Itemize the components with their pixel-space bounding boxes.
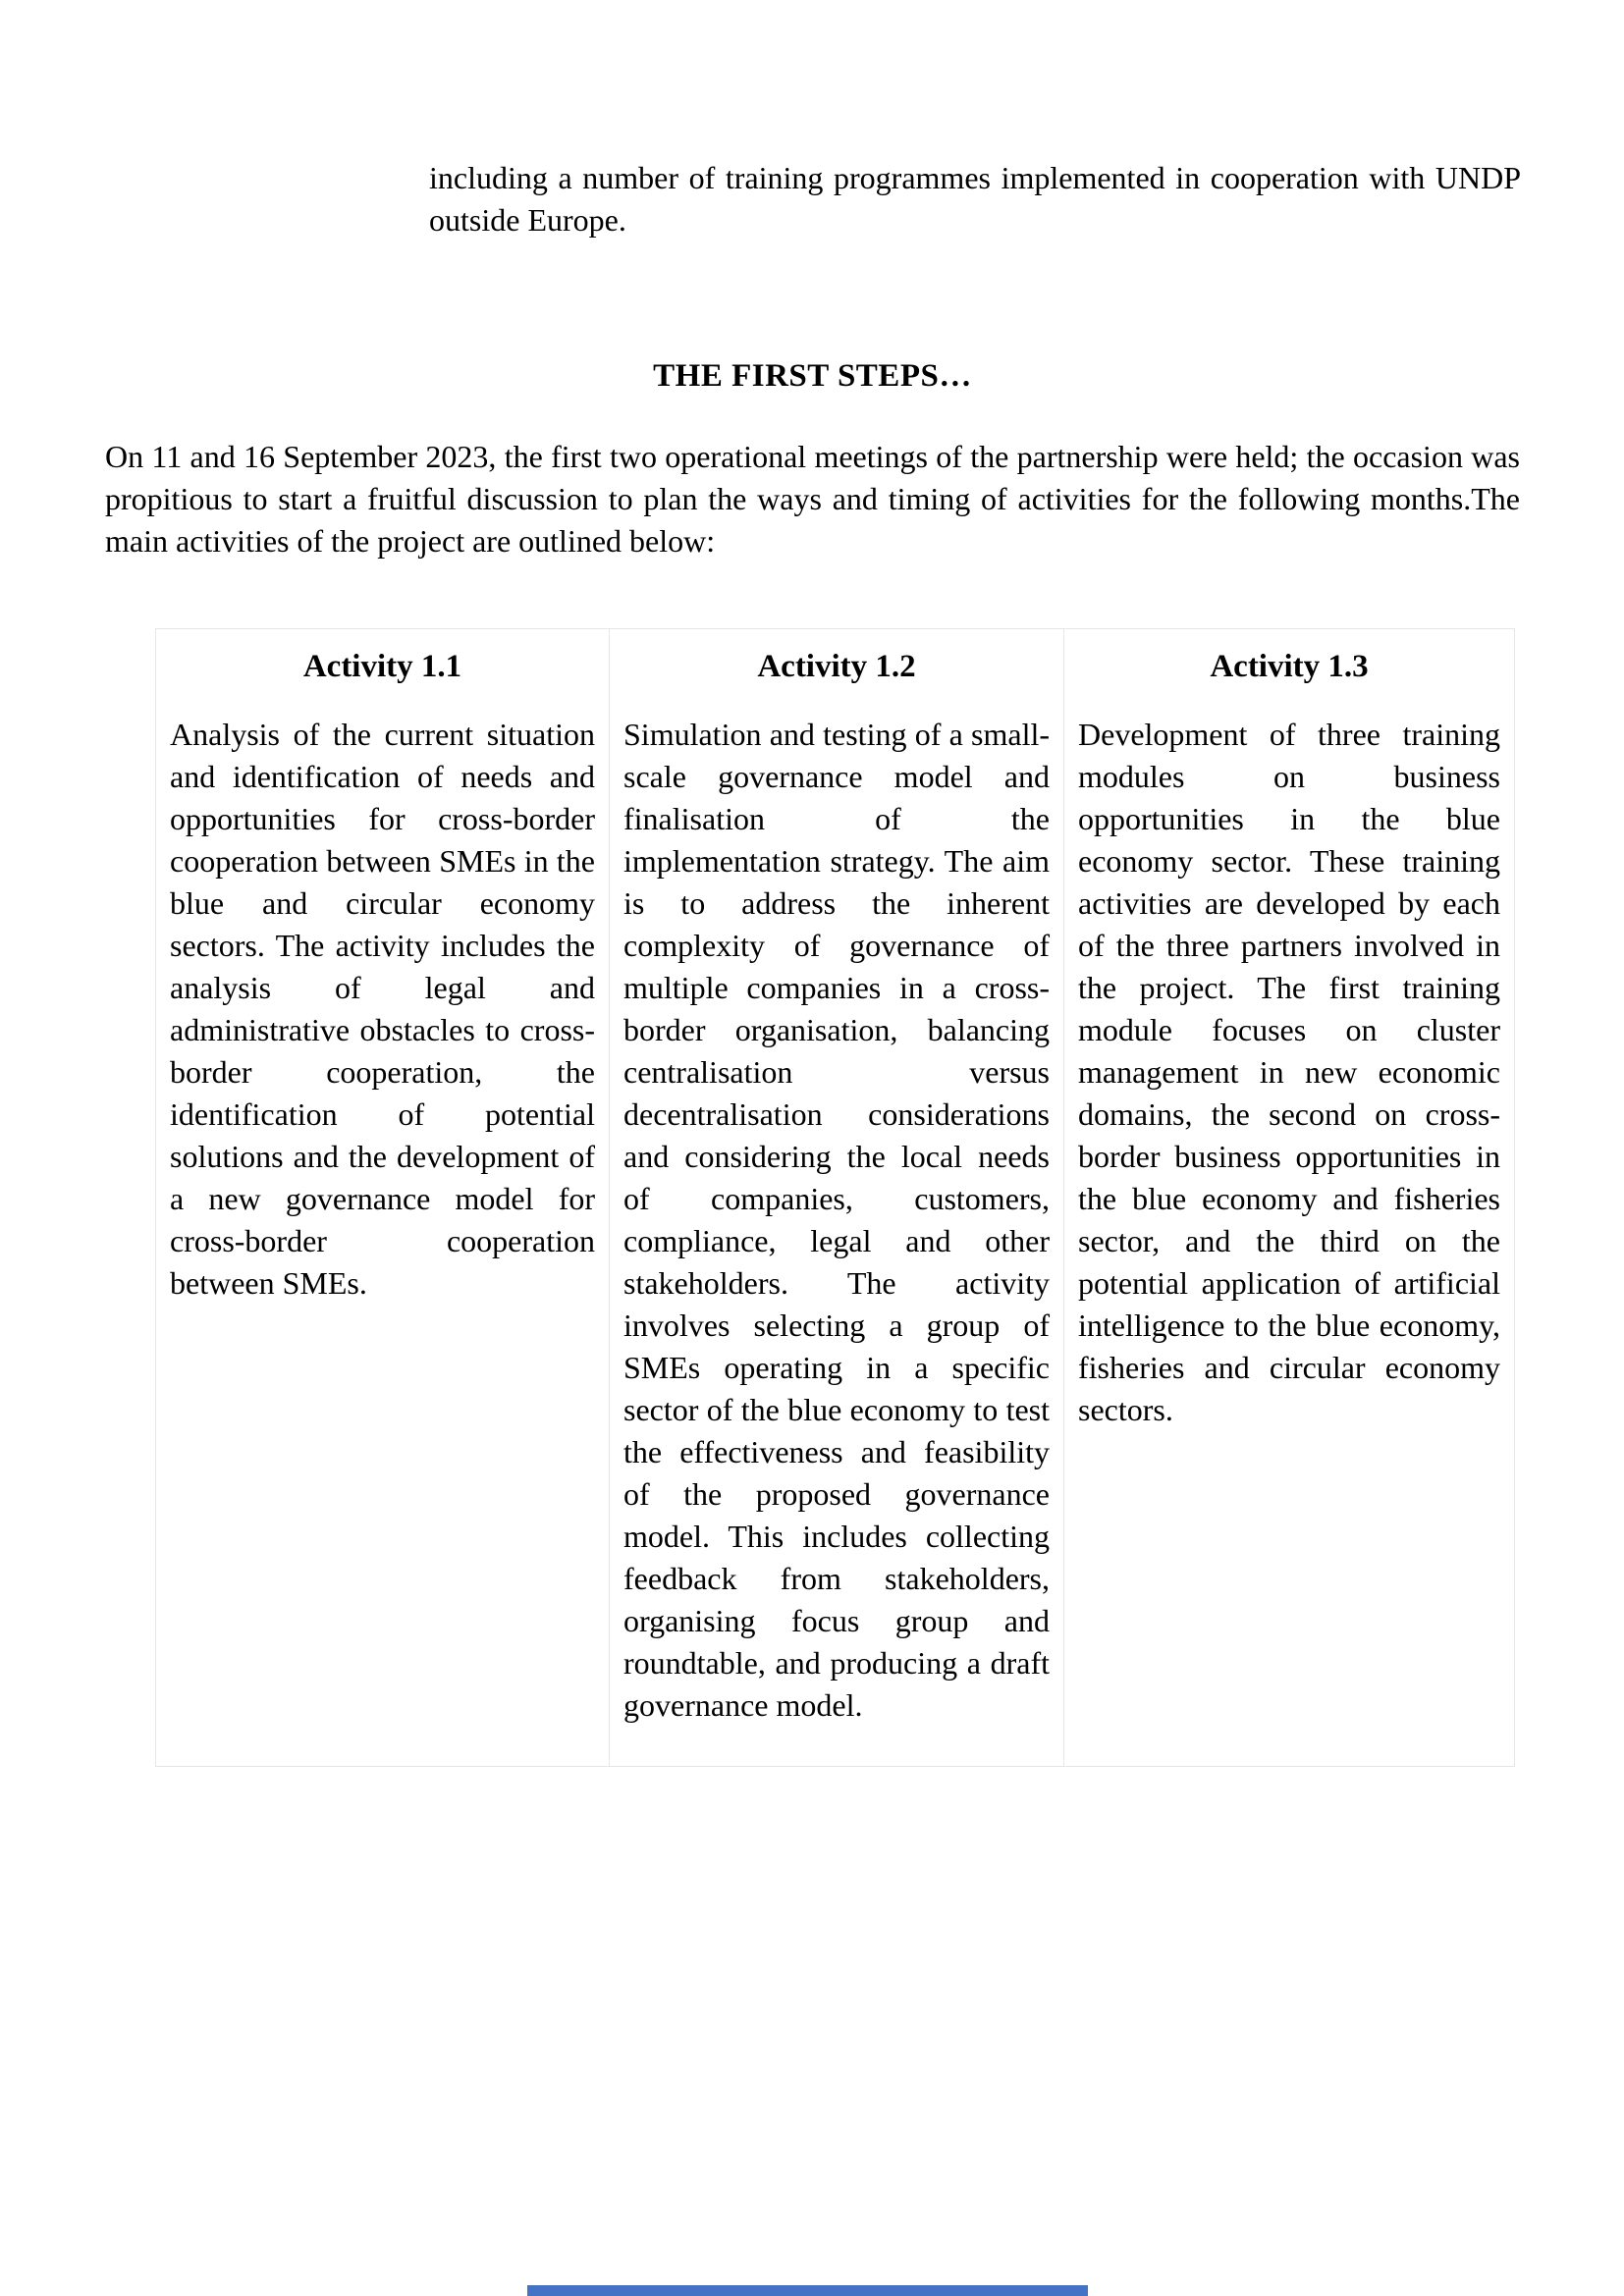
activity-1-3-cell [1064,629,1515,1767]
activity-1-2-cell [610,629,1064,1767]
activity-1-2-body: Simulation and testing of a small-scale governance model and finalisation of the implementation strategy. The aim is to address the inherent complexity of governance of multiple companies in a cross-border organisation, balancing centralisation versus decentralisation considerations and considering the local needs of companies, customers, compliance, legal and other stakeholders. The activity involves selecting a group of SMEs operating in a specific sector of the blue economy to test the effectiveness and feasibility of the proposed governance model. This includes collecting feedback from stakeholders, organising focus group and roundtable, and producing a draft governance model. [623,717,1050,1723]
footer-accent-bar [527,2285,1088,2296]
intro-paragraph: including a number of training programmes implemented in cooperation with UNDP outside Europe. [429,160,1521,238]
section-heading: THE FIRST STEPS… [653,358,972,395]
activity-1-3-body: Development of three training modules on business opportunities in the blue economy sector. These training activities are developed by each of the three partners involved in the project. The first training module focuses on cluster management in new economic domains, the second on cross-border business opportunities in the blue economy and fisheries sector, and the third on the potential application of artificial intelligence to the blue economy, fisheries and circular economy sectors. [1078,717,1500,1427]
activities-table [155,628,1515,1767]
activity-1-1-title: Activity 1.1 [302,649,462,684]
activities-row [156,629,1515,1767]
activity-1-3-title: Activity 1.3 [1210,649,1369,684]
activity-1-1-cell [156,629,610,1767]
activity-1-1-body: Analysis of the current situation and identification of needs and opportunities for cross-border cooperation between SMEs in the blue and circular economy sectors. The activity includes the analysis of legal and administrative obstacles to cross-border cooperation, the identification of potential solutions and the development of a new governance model for cross-border cooperation between SMEs. [170,717,595,1301]
lead-paragraph: On 11 and 16 September 2023, the first two operational meetings of the partnership were held; the occasion was propitious to start a fruitful discussion to plan the ways and timing of activities for the following months.The main activities of the project are outlined below: [105,439,1520,559]
activity-1-2-title: Activity 1.2 [757,649,916,684]
